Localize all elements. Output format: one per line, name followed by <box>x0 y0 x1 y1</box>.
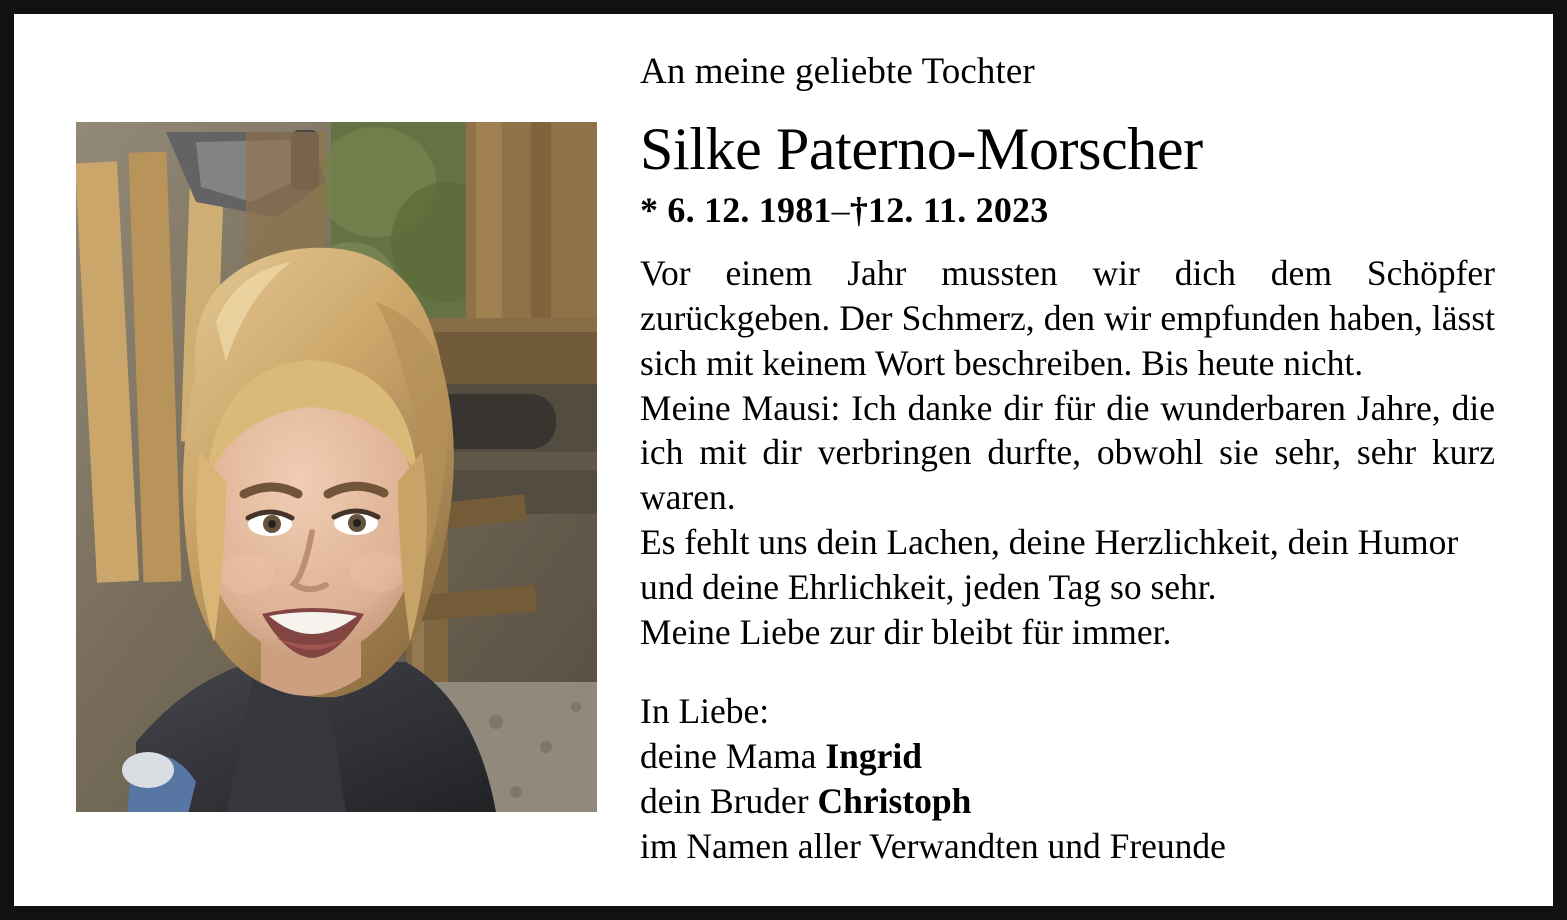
signer-row-1 <box>640 734 1495 779</box>
portrait-photo <box>76 122 597 812</box>
memorial-text <box>640 251 1495 655</box>
signer-2-name: Christoph <box>817 780 972 821</box>
life-dates <box>640 189 1495 231</box>
deceased-name: Silke Paterno-Morscher <box>640 115 1203 182</box>
memorial-paragraph-2: Meine Mausi: Ich danke dir für die wunderbaren Jahre, die ich mit dir verbringen durfte, obwohl sie sehr, sehr kurz waren. <box>640 387 1495 518</box>
closing-block <box>640 689 1495 869</box>
obituary-notice-card <box>10 10 1557 910</box>
birth-date: 6. 12. 1981 <box>667 189 832 230</box>
death-date: 12. 11. 2023 <box>868 189 1049 230</box>
closing-footer: im Namen aller Verwandten und Freunde <box>640 825 1226 866</box>
closing-intro: In Liebe: <box>640 691 770 731</box>
signer-1-name: Ingrid <box>825 735 922 776</box>
text-column <box>614 14 1553 906</box>
signer-1-prefix: deine Mama <box>640 735 826 776</box>
signer-2-prefix: dein Bruder <box>640 780 818 821</box>
dedication-line: An meine geliebte Tochter <box>640 51 1035 92</box>
memorial-paragraph-1: Vor einem Jahr mussten wir dich dem Schöpfer zurückgeben. Der Schmerz, den wir empfunden haben, lässt sich mit keinem Wort beschreiben. Bis heute nicht. <box>640 252 1495 383</box>
memorial-paragraph-3: Es fehlt uns dein Lachen, deine Herzlichkeit, dein Humor und deine Ehrlichkeit, jeden Tag so sehr. <box>640 522 1459 608</box>
memorial-paragraph-4: Meine Liebe zur dir bleibt für immer. <box>640 612 1172 653</box>
signer-row-2 <box>640 779 1495 824</box>
birth-symbol: * <box>640 189 659 230</box>
date-separator: – <box>831 189 850 230</box>
photo-column <box>14 14 614 906</box>
death-symbol: † <box>849 189 869 230</box>
portrait-photo-graphic <box>76 122 597 812</box>
